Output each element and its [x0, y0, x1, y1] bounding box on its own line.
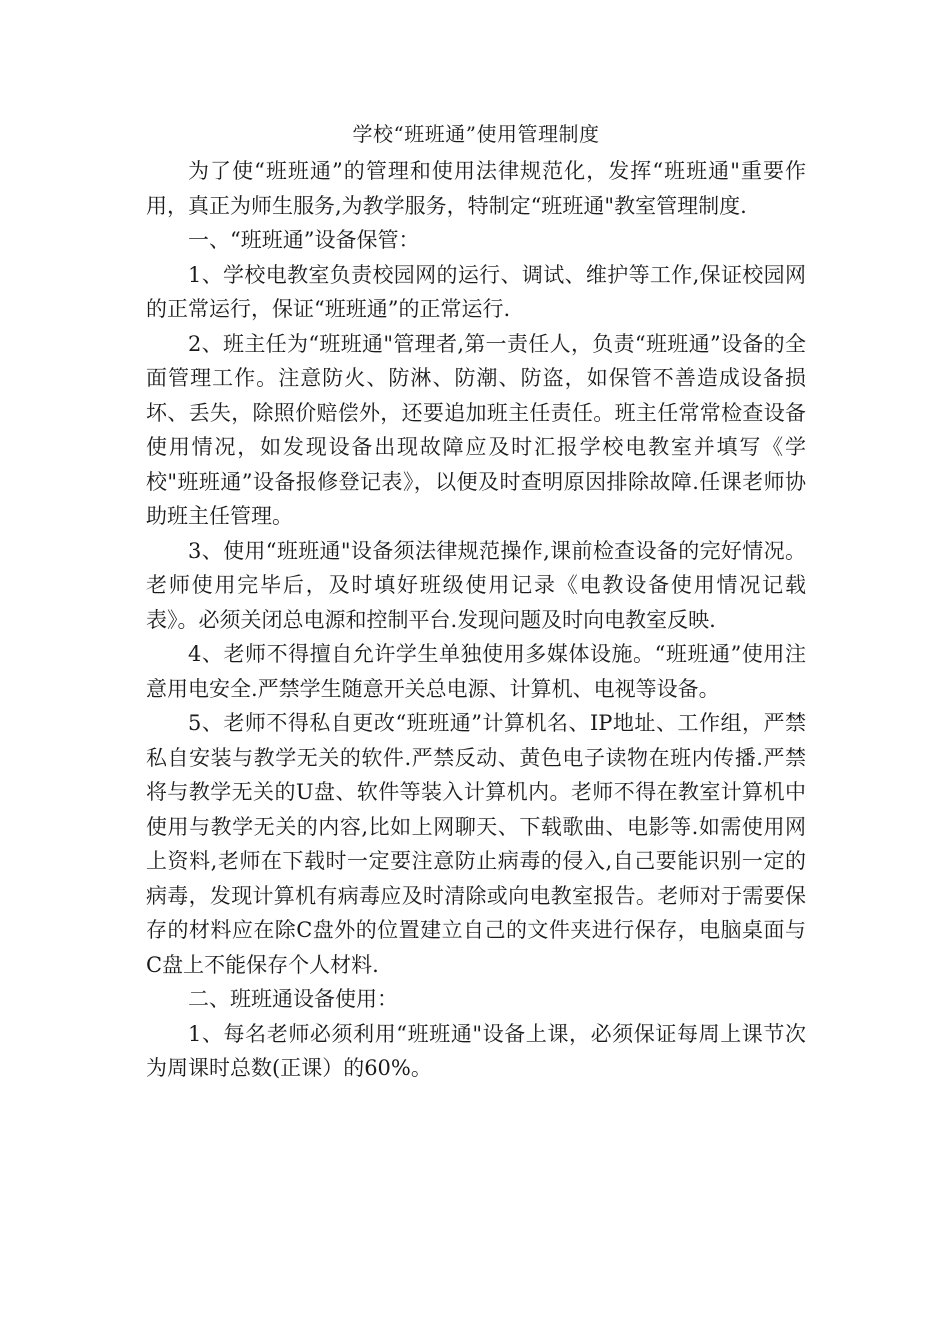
- section-heading-equipment-use: 二、班班通设备使用：: [188, 987, 398, 1011]
- custody-item-3: 3、使用“班班通"设备须法律规范操作,课前检查设备的完好情况。老师使用完毕后，及时填好班级使用记录《电教设备使用情况记载表》。必须关闭总电源和控制平台.发现问题及时向电教室反映.: [146, 538, 806, 632]
- document-page: [146, 118, 806, 1086]
- custody-item-4: 4、老师不得擅自允许学生单独使用多媒体设施。“班班通”使用注意用电安全.严禁学生随意开关总电源、计算机、电视等设备。: [146, 642, 806, 701]
- use-item-1: 1、每名老师必须利用“班班通"设备上课，必须保证每周上课节次为周课时总数(正课）的60%。: [146, 1021, 806, 1080]
- custody-item-5: 5、老师不得私自更改“班班通”计算机名、IP地址、工作组，严禁私自安装与教学无关的软件.严禁反动、黄色电子读物在班内传播.严禁将与教学无关的U盘、软件等装入计算机内。老师不得在教室计算机中使用与教学无关的内容,比如上网聊天、下载歌曲、电影等.如需使用网上资料,老师在下载时一定要注意防止病毒的侵入,自己要能识别一定的病毒，发现计算机有病毒应及时清除或向电教室报告。老师对于需要保存的材料应在除C盘外的位置建立自己的文件夹进行保存，电脑桌面与C盘上不能保存个人材料.: [146, 711, 806, 977]
- document-title: 学校“班班通”使用管理制度: [352, 122, 600, 146]
- custody-item-2: 2、班主任为“班班通"管理者,第一责任人，负责“班班通”设备的全面管理工作。注意防火、防淋、防潮、防盗，如保管不善造成设备损坏、丢失，除照价赔偿外，还要追加班主任责任。班主任常常检查设备使用情况，如发现设备出现故障应及时汇报学校电教室并填写《学校"班班通”设备报修登记表》，以便及时查明原因排除故障.任课老师协助班主任管理。: [146, 331, 806, 528]
- intro-paragraph: 为了使“班班通”的管理和使用法律规范化，发挥“班班通"重要作用，真正为师生服务,为教学服务，特制定“班班通"教室管理制度.: [146, 159, 806, 218]
- custody-item-1: 1、学校电教室负责校园网的运行、调试、维护等工作,保证校园网的正常运行，保证“班班通”的正常运行.: [146, 262, 806, 321]
- section-heading-equipment-custody: 一、“班班通”设备保管：: [188, 228, 420, 252]
